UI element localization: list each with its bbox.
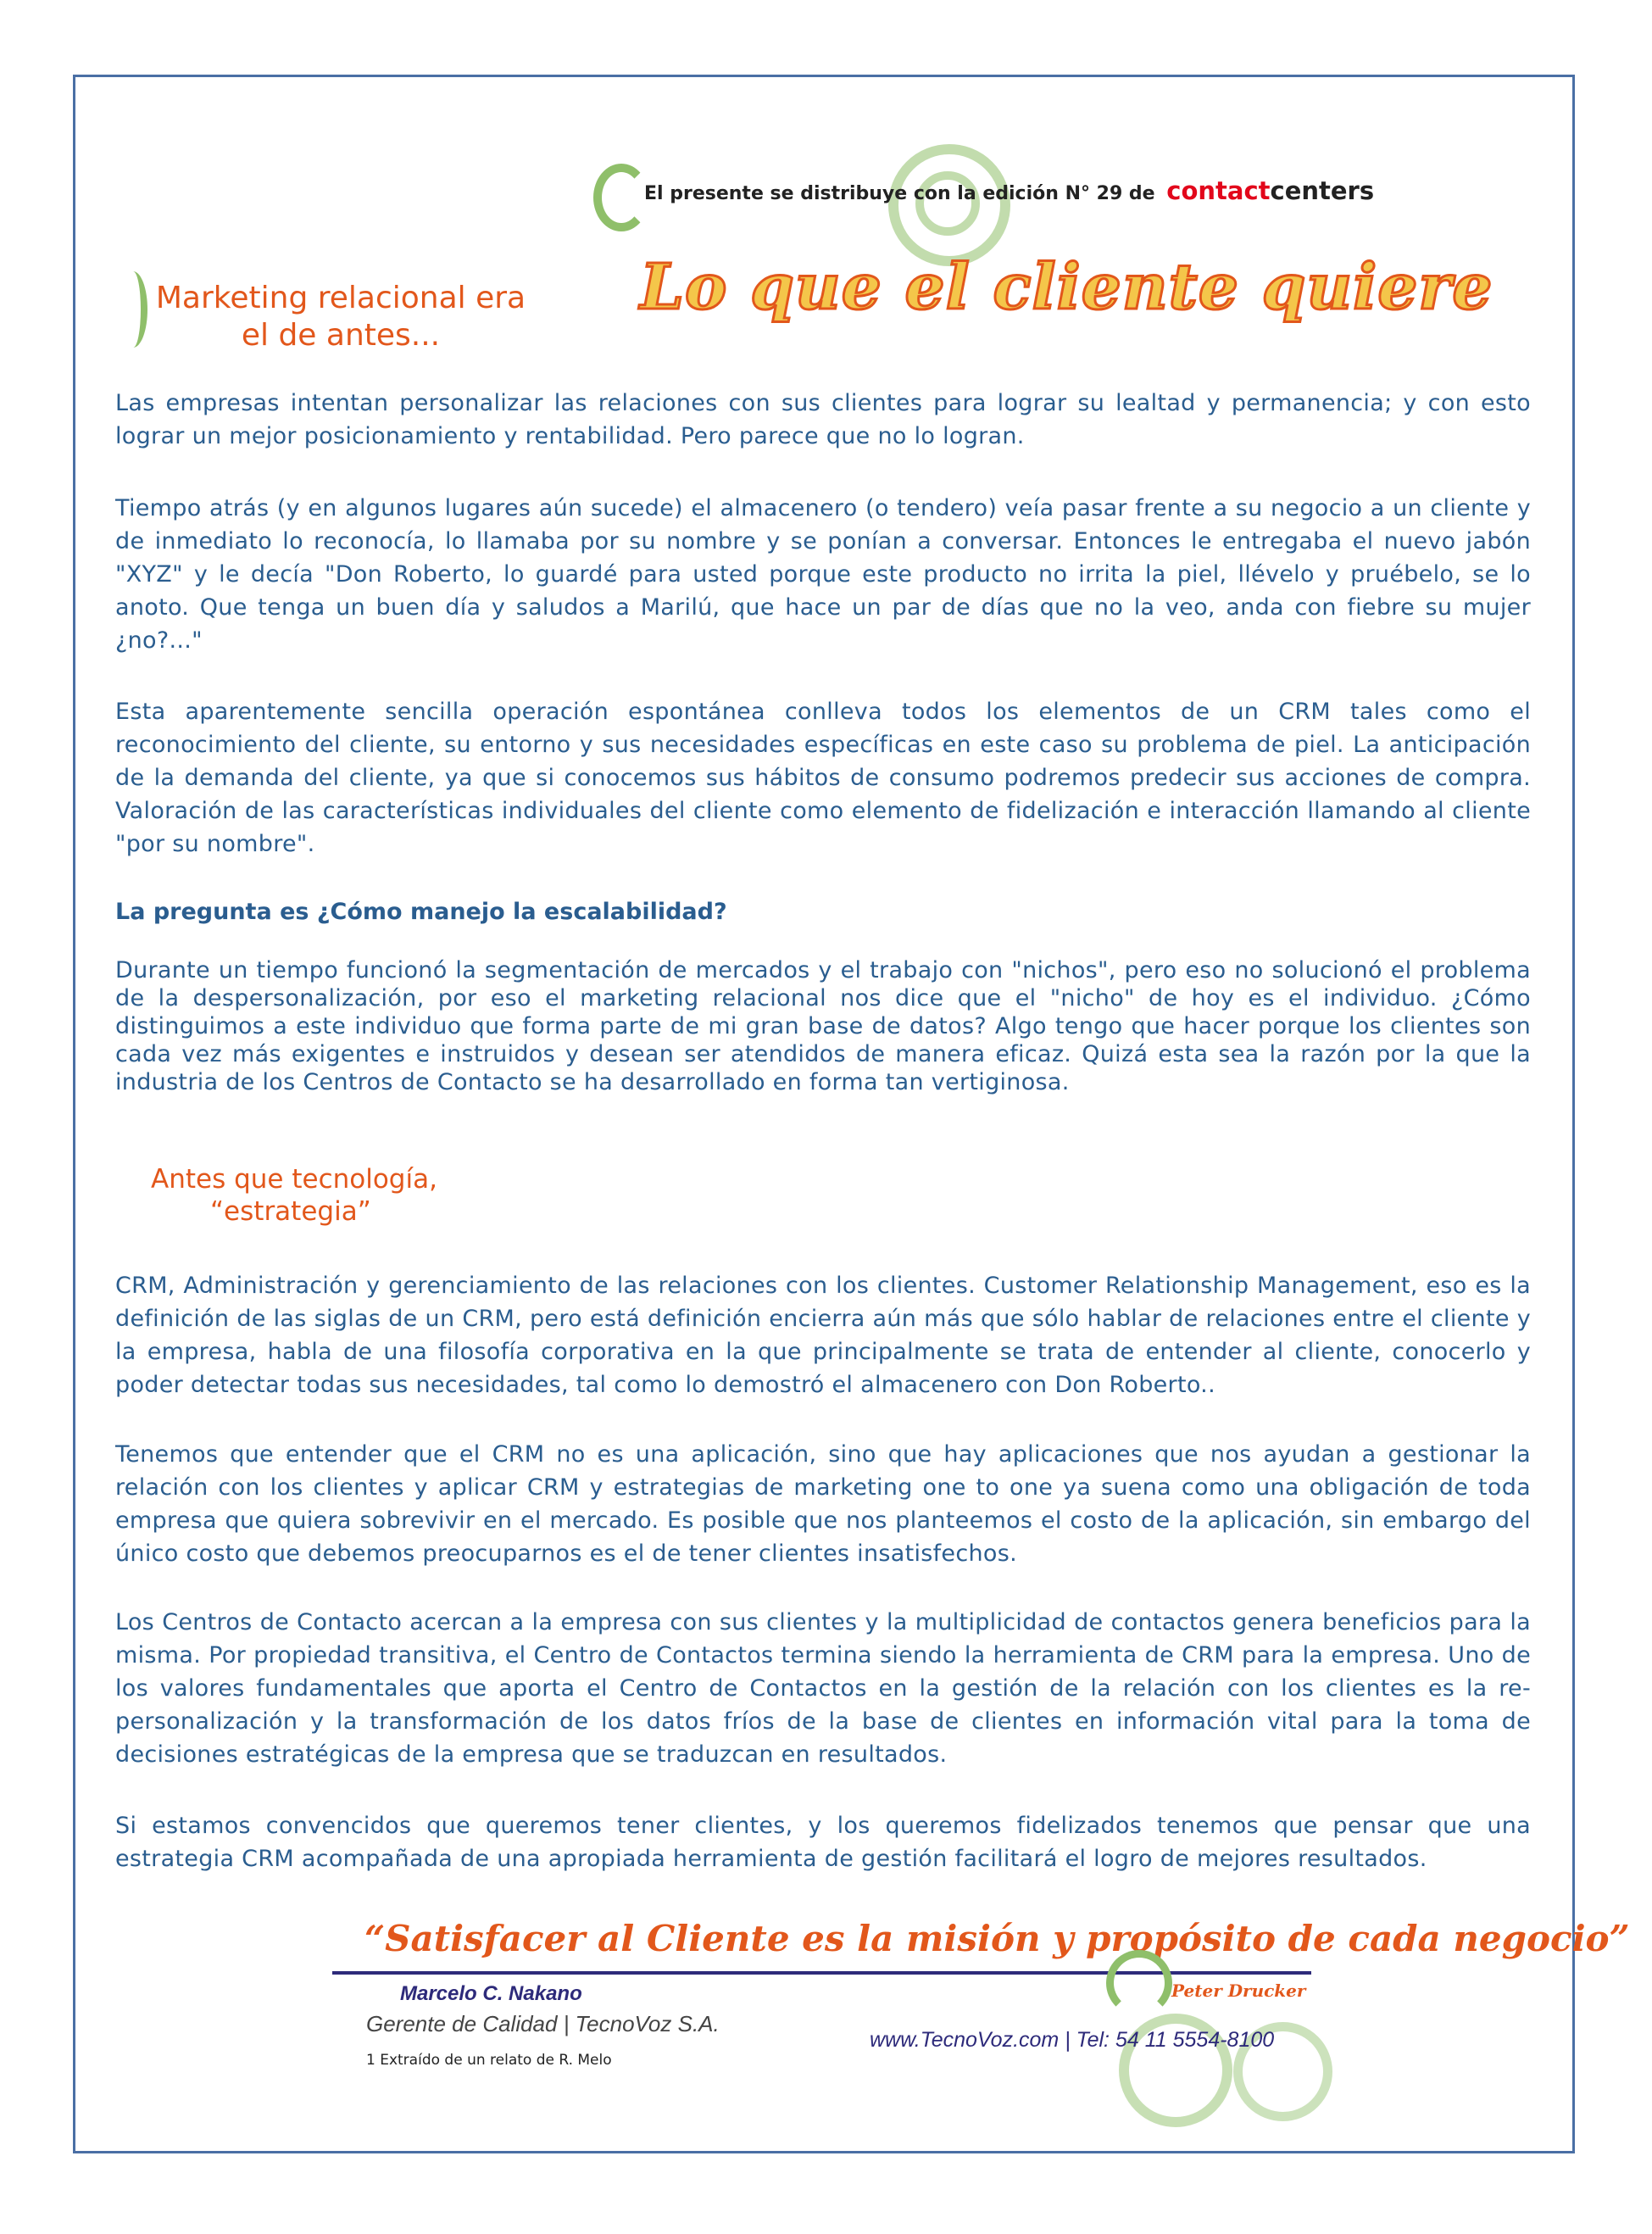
distribution-prefix: El presente se distribuye con la edición N° 29 de [644,183,1155,204]
paragraph-almacenero: Tiempo atrás (y en algunos lugares aún sucede) el almacenero (o tendero) veía pasar frente a su negocio a un cliente y de inmediato lo reconocía, lo llamaba por su nombre y se ponían a conversar. Entonces le entregaba el nuevo jabón "XYZ" y le decía "Don Roberto, lo guardé para usted porque este producto no irrita la piel, llévelo y pruébelo, se lo anoto. Que tenga un buen día y saludos a Marilú, que hace un par de días que no la veo, anda con fiebre su mujer ¿no?..." [115,495,1531,654]
footer-quote: “Satisfacer al Cliente es la misión y propósito de cada negocio” [364,1918,1630,1959]
spiral-decoration-icon [1106,1950,1172,2016]
banner-title: Lo que el cliente quiere [640,251,1493,324]
section-title [120,280,561,354]
section-title-line2: el de antes... [241,318,441,353]
section-title-line1: Marketing relacional era [155,281,526,315]
contact-info: www.TecnoVoz.com | Tel: 54 11 5554-8100 [870,2028,1275,2052]
section-title-bracket-icon [119,271,147,348]
paragraph-crm-definition: CRM, Administración y gerenciamiento de las relaciones con los clientes. Customer Relationship Management, eso es la definición de las siglas de un CRM, pero está definición encierra aún más que sólo hablar de relaciones entre el cliente y la empresa, habla de una filosofía corporativa en la que principalmente se trata de entender al cliente, conocerlo y poder detectar todas sus necesidades, tal como lo demostró el almacenero con Don Roberto.. [115,1273,1531,1398]
paragraph-intro: Las empresas intentan personalizar las relaciones con sus clientes para lograr su lealtad y permanencia; y con esto lograr un mejor posicionamiento y rentabilidad. Pero parece que no lo logran. [115,390,1531,449]
brand-logo: contactcenters [1166,176,1375,205]
subtitle [151,1163,437,1228]
quote-author: Peter Drucker [1171,1981,1306,2001]
paragraph-conclusion: Si estamos convencidos que queremos tener clientes, y los queremos fidelizados tenemos que pensar que una estrategia CRM acompañada de una apropiada herramienta de gestión facilitará el logro de mejores resultados. [115,1813,1531,1872]
author-name: Marcelo C. Nakano [400,1982,582,2005]
paragraph-crm-elements: Esta aparentemente sencilla operación espontánea conlleva todos los elementos de un CRM tales como el reconocimiento del cliente, su entorno y sus necesidades específicas en este caso su problema de piel. La anticipación de la demanda del cliente, ya que si conocemos sus hábitos de consumo podremos predecir sus acciones de compra. Valoración de las características individuales del cliente como elemento de fidelización e interacción llamando al cliente "por su nombre". [115,699,1531,857]
subtitle-line1: Antes que tecnología, [151,1164,437,1195]
paragraph-crm-application: Tenemos que entender que el CRM no es una aplicación, sino que hay aplicaciones que nos ayudan a gestionar la relación con los clientes y aplicar CRM y estrategias de marketing one to one ya suena como una obligación de toda empresa que quiera sobrevivir en el mercado. Es posible que nos planteemos el costo de la aplicación, sin embargo del único costo que debemos preocuparnos es el de tener clientes insatisfechos. [115,1441,1531,1567]
paragraph-contact-centers: Los Centros de Contacto acercan a la empresa con sus clientes y la multiplicidad de contactos genera beneficios para la misma. Por propiedad transitiva, el Centro de Contactos termina siendo la herramienta de CRM para la empresa. Uno de los valores fundamentales que aporta el Centro de Contactos en la gestión de la relación con los clientes es la re-personalización y la transformación de los datos fríos de la base de clientes en información vital para la toma de decisiones estratégicas de la empresa que se traduzcan en resultados. [115,1609,1531,1768]
footnote: 1 Extraído de un relato de R. Melo [366,2052,612,2069]
question-heading: La pregunta es ¿Cómo manejo la escalabilidad? [115,899,727,925]
distribution-line [644,176,1374,205]
author-role: Gerente de Calidad | TecnoVoz S.A. [366,2011,720,2036]
paragraph-segmentation: Durante un tiempo funcionó la segmentación de mercados y el trabajo con "nichos", pero eso no solucionó el problema de la despersonalización, por eso el marketing relacional nos dice que el "nicho" de hoy es el individuo. ¿Cómo distinguimos a este individuo que forma parte de mi gran base de datos? Algo tengo que hacer porque los clientes son cada vez más exigentes e instruidos y desean ser atendidos de manera eficaz. Quizá esta sea la razón por la que la industria de los Centros de Contacto se ha desarrollado en forma tan vertiginosa. [115,957,1531,1095]
spiral-decoration-icon [593,164,649,231]
subtitle-line2: “estrategia” [210,1196,371,1227]
